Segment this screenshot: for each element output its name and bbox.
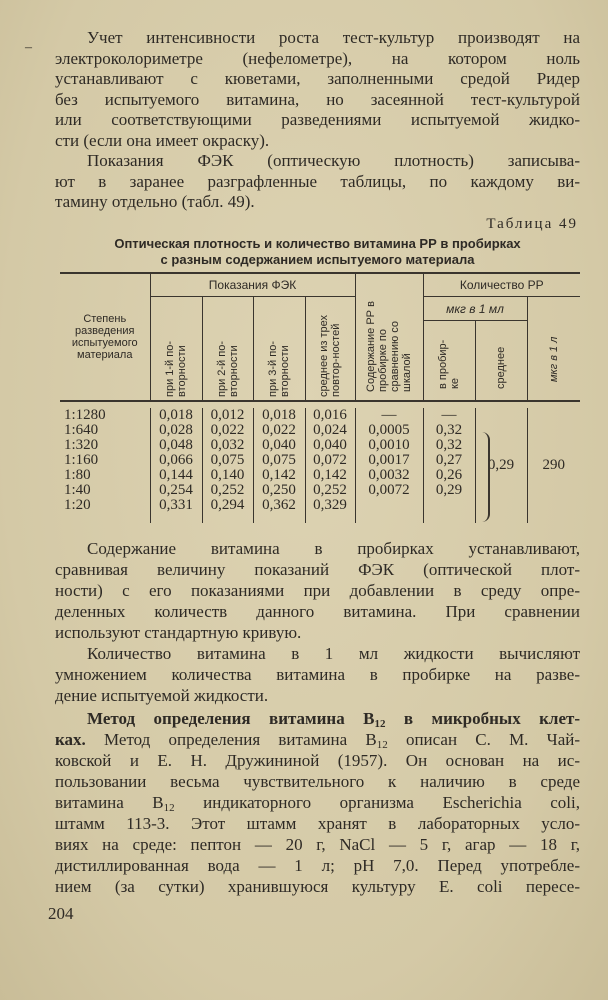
- header-fek-group: Показания ФЭК: [150, 273, 355, 297]
- cell-r2: 0,140: [202, 468, 253, 483]
- header-mean: [475, 321, 527, 401]
- header-rep2: [202, 297, 253, 402]
- cell-avg: 0,024: [305, 423, 355, 438]
- cell-r2: 0,022: [202, 423, 253, 438]
- cell-in-tube: 0,26: [423, 468, 475, 483]
- section-heading: ках.: [55, 730, 86, 749]
- subscript: 12: [376, 739, 388, 751]
- text-line: дение испытуемой жидкости.: [55, 686, 269, 705]
- text-line: [55, 708, 580, 729]
- cell-in-tube: 0,29: [423, 483, 475, 498]
- page-number: 204: [48, 904, 74, 923]
- table-title-line: с разным содержанием испытуемого материала: [160, 252, 475, 267]
- cell-mean: 0,29: [475, 408, 527, 523]
- cell-r3: 0,018: [253, 408, 305, 423]
- table-label: Таблица 49: [486, 216, 578, 232]
- text-line: или соответствующими разведениями испытуемой жидко-: [55, 110, 580, 129]
- paragraph-1: [55, 28, 580, 213]
- header-dilution: Степень разведения испытуемого материала: [71, 313, 138, 361]
- text-line: тамину отдельно (табл. 49).: [55, 192, 255, 211]
- cell-r3: 0,362: [253, 498, 305, 523]
- text-span: Метод определения витамина B: [85, 730, 377, 749]
- text-line: сти (если она имеет окраску).: [55, 130, 270, 150]
- table-title: [55, 236, 580, 268]
- text-span: витамина B: [55, 793, 164, 812]
- text-line: Количество витамина в 1 мл жидкости вычисляют: [87, 644, 580, 663]
- header-content-text: Содержание РР в пробирке по сравнению со шкалой: [365, 300, 413, 392]
- header-rep2-text: при 2-й по-вторности: [215, 341, 240, 397]
- cell-r3: 0,040: [253, 438, 305, 453]
- text-line: Показания ФЭК (оптическую плотность) записыва-: [87, 151, 580, 170]
- cell-r1: 0,018: [150, 408, 202, 423]
- text-line: нием (за сутки) хранившуюся культуру E. coli пересе-: [55, 877, 580, 896]
- cell-r3: 0,075: [253, 453, 305, 468]
- cell-avg: 0,252: [305, 483, 355, 498]
- margin-mark: –: [25, 40, 32, 55]
- cell-r2: 0,252: [202, 483, 253, 498]
- subscript: 12: [374, 718, 386, 730]
- text-line: штамм 113-3. Этот штамм хранят в лабораторных усло-: [55, 814, 580, 833]
- cell-in-tube: 0,27: [423, 453, 475, 468]
- header-in-tube-text: в пробир-ке: [437, 339, 461, 390]
- cell-avg: 0,016: [305, 408, 355, 423]
- cell-r3: 0,142: [253, 468, 305, 483]
- cell-r1: 0,144: [150, 468, 202, 483]
- cell-in-tube: —: [423, 408, 475, 423]
- cell-content: 0,0032: [355, 468, 423, 483]
- cell-content: 0,0017: [355, 453, 423, 468]
- cell-content: [355, 498, 423, 523]
- text-span: описан С. М. Чай-: [387, 730, 580, 749]
- header-rep3-text: при 3-й по-вторности: [267, 341, 291, 397]
- header-rep1-text: при 1-й по-вторности: [164, 341, 188, 397]
- brace-bracket: [480, 432, 490, 522]
- text-line: ности) с его показаниями при добавлении в среду опре-: [55, 581, 580, 600]
- text-line: ют в заранее разграфленные таблицы, по каждому ви-: [55, 171, 580, 191]
- cell-r2: 0,294: [202, 498, 253, 523]
- cell-in-tube: 0,32: [423, 438, 475, 453]
- paragraph-5: [55, 708, 580, 897]
- cell-dilution: 1:1280: [64, 407, 106, 423]
- cell-r1: 0,331: [150, 498, 202, 523]
- cell-avg: 0,329: [305, 498, 355, 523]
- header-content: [355, 273, 423, 401]
- cell-r1: 0,028: [150, 423, 202, 438]
- cell-avg: 0,142: [305, 468, 355, 483]
- cell-r2: 0,012: [202, 408, 253, 423]
- text-line: деленных количеств данного витамина. При сравнении: [55, 602, 580, 621]
- text-line: Содержание витамина в пробирках устанавливают,: [87, 539, 580, 558]
- subscript: 12: [163, 802, 175, 814]
- cell-dilution: 1:320: [64, 437, 99, 453]
- text-line: ковской и Е. Н. Дружининой (1957). Он основан на ис-: [55, 751, 580, 770]
- table-header: [60, 272, 580, 402]
- text-line: дистиллированная вода — 1 л; pH 7,0. Перед употребле-: [55, 856, 580, 875]
- header-mean-text: среднее: [495, 346, 507, 390]
- header-rep1: [150, 297, 202, 402]
- text-line: без испытуемого витамина, но засеянной тест-культурой: [55, 89, 580, 109]
- cell-dilution: 1:160: [64, 452, 99, 468]
- cell-r1: 0,066: [150, 453, 202, 468]
- table-row: [60, 408, 580, 423]
- header-per-ml: мкг в 1 мл: [423, 297, 527, 321]
- cell-per-l: 290: [527, 408, 580, 523]
- cell-r3: 0,022: [253, 423, 305, 438]
- text-line: сравнивая величину показаний ФЭК (оптической плот-: [55, 560, 580, 579]
- cell-r3: 0,250: [253, 483, 305, 498]
- section-heading: Метод определения витамина B: [87, 709, 375, 728]
- cell-r2: 0,032: [202, 438, 253, 453]
- text-line: [55, 729, 580, 750]
- cell-in-tube: [423, 498, 475, 523]
- text-line: [55, 792, 580, 813]
- cell-content: 0,0072: [355, 483, 423, 498]
- cell-dilution: 1:80: [64, 467, 91, 483]
- text-line: виях на среде: пептон — 20 г, NaCl — 5 г, агар — 18 г,: [55, 835, 580, 854]
- cell-in-tube: 0,32: [423, 423, 475, 438]
- text-line: пользовании весьма чувствительного к наличию в среде: [55, 772, 580, 791]
- cell-dilution: 1:40: [64, 482, 91, 498]
- cell-content: —: [355, 408, 423, 423]
- header-rep3: [253, 297, 305, 402]
- text-line: используют стандартную кривую.: [55, 623, 302, 642]
- text-line: электроколориметре (нефелометре), на котором ноль: [55, 48, 580, 68]
- cell-dilution: 1:640: [64, 422, 99, 438]
- paragraph-3: [55, 538, 580, 706]
- cell-content: 0,0005: [355, 423, 423, 438]
- header-avg-text: среднее из трех повтор-ностей: [318, 314, 342, 397]
- cell-avg: 0,040: [305, 438, 355, 453]
- cell-content: 0,0010: [355, 438, 423, 453]
- cell-r2: 0,075: [202, 453, 253, 468]
- section-heading: в микробных клет-: [385, 709, 580, 728]
- header-pp-group: Количество РР: [423, 273, 580, 297]
- table-title-line: Оптическая плотность и количество витамина РР в пробирках: [114, 236, 521, 251]
- cell-r1: 0,254: [150, 483, 202, 498]
- text-line: Учет интенсивности роста тест-культур производят на: [87, 28, 580, 47]
- header-per-l: [527, 297, 580, 402]
- header-avg: [305, 297, 355, 402]
- text-span: индикаторного организма Escherichia coli,: [174, 793, 580, 812]
- cell-r1: 0,048: [150, 438, 202, 453]
- cell-avg: 0,072: [305, 453, 355, 468]
- cell-dilution: 1:20: [64, 497, 91, 513]
- table-body: [60, 408, 580, 523]
- header-in-tube: [423, 321, 475, 401]
- header-per-l-text: мкг в 1 л: [547, 336, 560, 382]
- text-line: умножением количества витамина в пробирке на разве-: [55, 665, 580, 684]
- text-line: устанавливают с кюветами, заполненными средой Ридер: [55, 69, 580, 88]
